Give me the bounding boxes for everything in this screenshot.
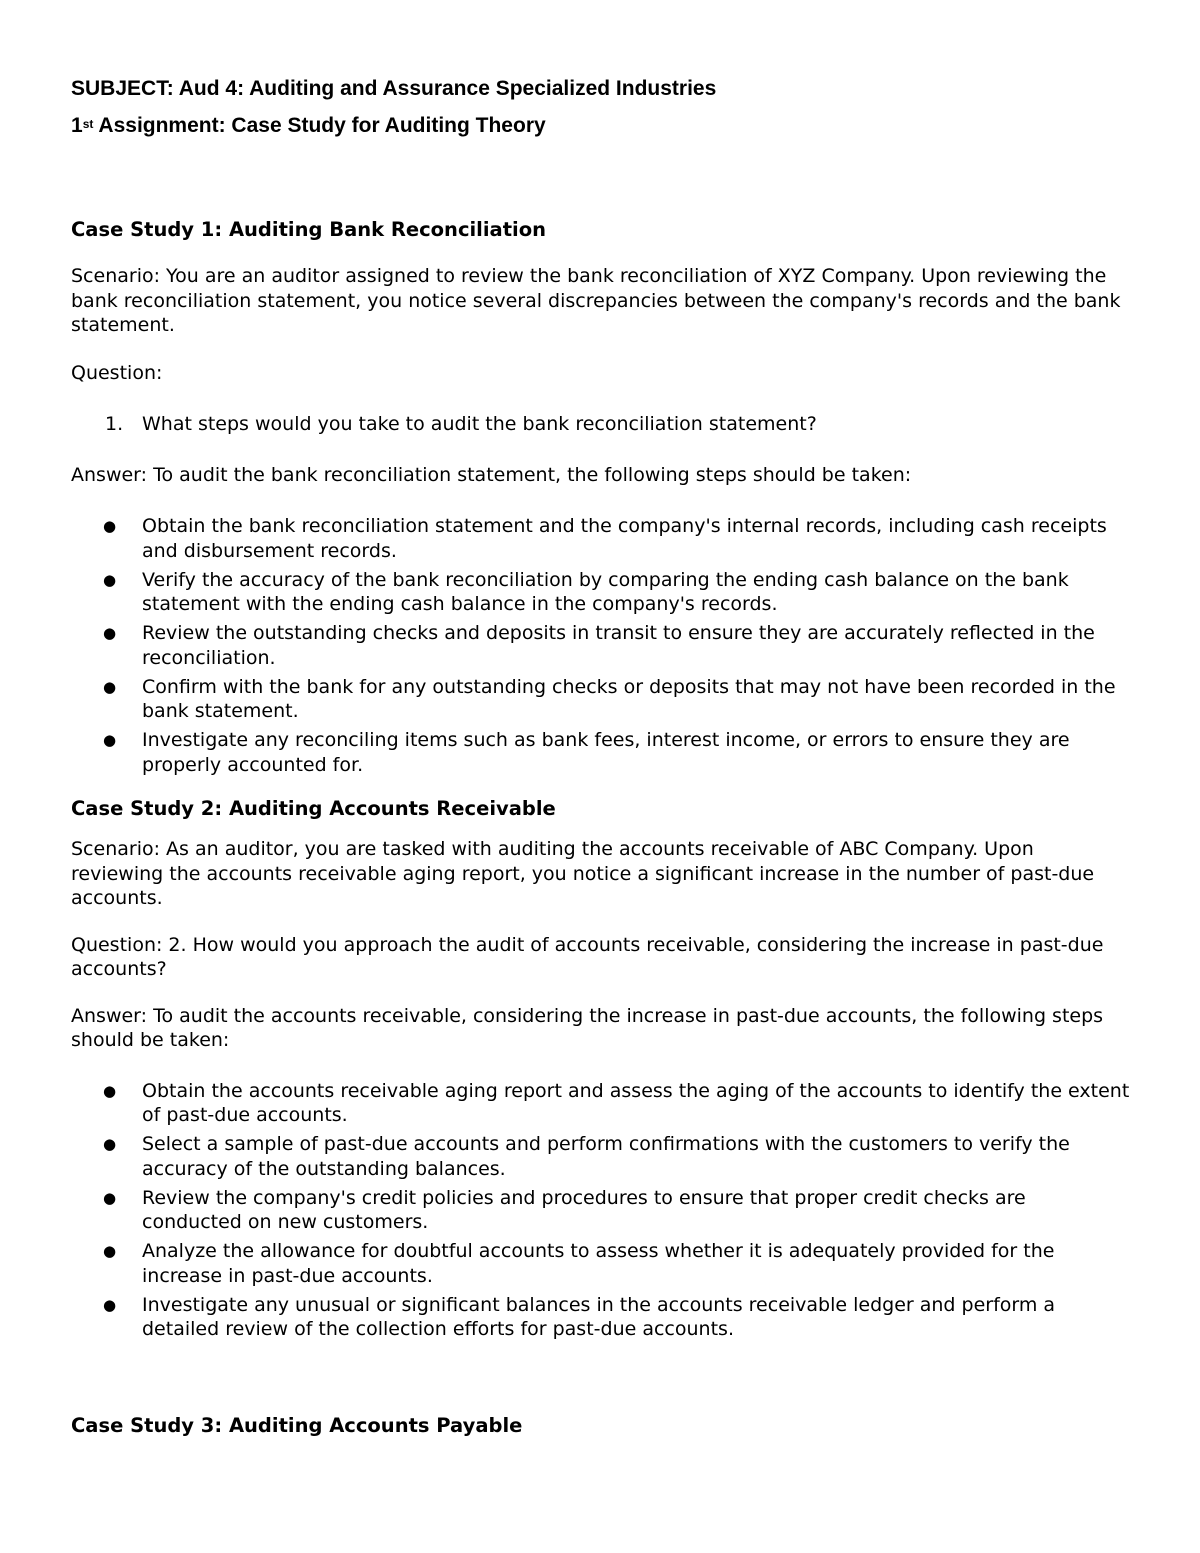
list-item-text: Investigate any reconciling items such as bank fees, interest income, or errors to ensure they are properly accounted for. xyxy=(142,729,1070,776)
subject-heading: SUBJECT: Aud 4: Auditing and Assurance Specialized Industries xyxy=(71,77,717,100)
list-item xyxy=(71,621,1131,670)
bullet-icon: ● xyxy=(103,624,117,642)
list-item xyxy=(71,1079,1131,1128)
list-item-text: Investigate any unusual or significant balances in the accounts receivable ledger and perform a detailed review of the collection efforts for past-due accounts. xyxy=(142,1293,1056,1340)
case-study-2-scenario: Scenario: As an auditor, you are tasked with auditing the accounts receivable of ABC Company. Upon reviewing the accounts receivable aging report, you notice a significant increase in the number of past-due accounts. xyxy=(71,838,1095,909)
bullet-icon: ● xyxy=(103,1135,117,1153)
list-item xyxy=(71,1132,1131,1181)
case-study-2 xyxy=(71,797,1131,1342)
list-item-text: Analyze the allowance for doubtful accounts to assess whether it is adequately provided for the increase in past-due accounts. xyxy=(142,1240,1055,1287)
assignment-superscript: st xyxy=(82,117,94,131)
bullet-icon: ● xyxy=(103,1295,117,1314)
case-study-1-scenario: Scenario: You are an auditor assigned to review the bank reconciliation of XYZ Company. Upon reviewing the bank reconciliation statement, you notice several discrepancies between the company's records and the bank statement. xyxy=(71,265,1121,336)
case-study-3-title: Case Study 3: Auditing Accounts Payable xyxy=(71,1413,523,1437)
case-study-1 xyxy=(71,218,1131,777)
bullet-icon: ● xyxy=(103,517,117,535)
list-item-text: Verify the accuracy of the bank reconciliation by comparing the ending cash balance on the bank statement with the ending cash balance in the company's records. xyxy=(142,568,1069,615)
list-item-text: Obtain the accounts receivable aging report and assess the aging of the accounts to identify the extent of past-due accounts. xyxy=(142,1079,1130,1126)
case-study-2-steps xyxy=(71,1079,1131,1342)
case-study-1-title: Case Study 1: Auditing Bank Reconciliation xyxy=(71,218,546,241)
case-study-1-answer-intro: Answer: To audit the bank reconciliation statement, the following steps should be taken: xyxy=(71,463,912,486)
question-text: What steps would you take to audit the bank reconciliation statement? xyxy=(142,413,817,435)
case-study-1-question-list xyxy=(71,412,1131,437)
document-page xyxy=(71,74,1131,1438)
list-item-text: Obtain the bank reconciliation statement and the company's internal records, including cash receipts and disbursement records. xyxy=(142,515,1107,562)
bullet-icon: ● xyxy=(103,731,117,749)
bullet-icon: ● xyxy=(103,1081,117,1100)
case-study-2-question: Question: 2. How would you approach the audit of accounts receivable, considering the increase in past-due accounts? xyxy=(71,933,1104,980)
list-item xyxy=(71,514,1131,563)
case-study-1-question-label: Question: xyxy=(71,361,163,384)
bullet-icon: ● xyxy=(103,677,117,696)
bullet-icon: ● xyxy=(103,1242,117,1260)
list-item xyxy=(71,1293,1131,1342)
bullet-icon: ● xyxy=(103,1188,117,1207)
assignment-number: 1 xyxy=(71,114,83,137)
assignment-title: Assignment: Case Study for Auditing Theory xyxy=(93,114,546,137)
case-study-1-steps xyxy=(71,514,1131,777)
case-study-2-answer-intro: Answer: To audit the accounts receivable, considering the increase in past-due accounts, the following steps should be taken: xyxy=(71,1004,1104,1051)
question-item xyxy=(71,412,1131,437)
list-item xyxy=(71,568,1131,617)
list-item xyxy=(71,728,1131,777)
list-item xyxy=(71,1186,1131,1235)
list-item-text: Review the outstanding checks and deposits in transit to ensure they are accurately reflected in the reconciliation. xyxy=(142,622,1095,669)
case-study-3 xyxy=(71,1414,1131,1438)
assignment-heading xyxy=(71,111,1131,141)
list-item xyxy=(71,1239,1131,1288)
list-item-text: Confirm with the bank for any outstanding checks or deposits that may not have been recorded in the bank statement. xyxy=(142,675,1116,722)
list-item-text: Review the company's credit policies and procedures to ensure that proper credit checks are conducted on new customers. xyxy=(142,1186,1026,1233)
question-number: 1. xyxy=(105,413,124,435)
bullet-icon: ● xyxy=(103,570,117,589)
list-item xyxy=(71,675,1131,724)
case-study-2-title: Case Study 2: Auditing Accounts Receivable xyxy=(71,797,556,820)
list-item-text: Select a sample of past-due accounts and perform confirmations with the customers to verify the accuracy of the outstanding balances. xyxy=(142,1133,1070,1180)
